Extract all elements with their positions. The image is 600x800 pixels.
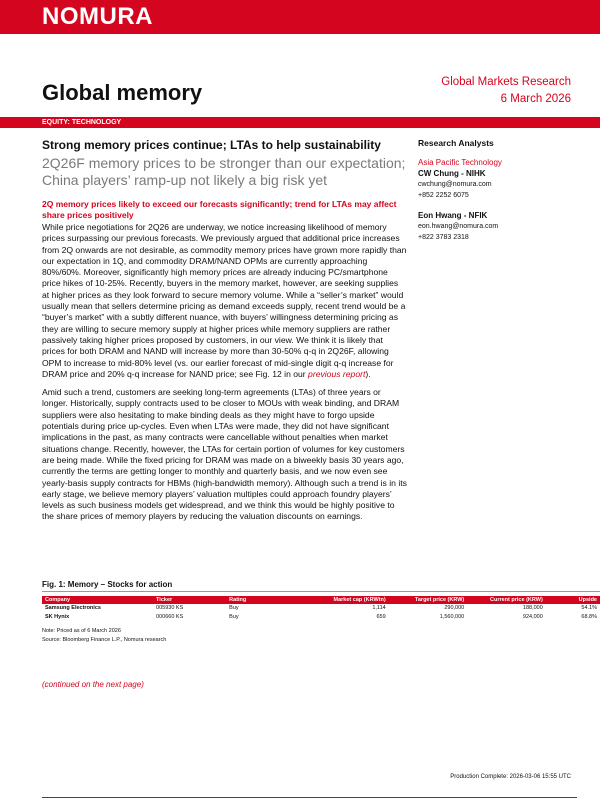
col-ticker: Ticker [153,596,226,604]
analyst-name: CW Chung - NIHK [418,169,486,178]
cell-current-price: 188,000 [522,605,543,611]
analyst-phone: +822 3783 2318 [418,234,469,241]
cell-market-cap: 1,114 [372,605,386,611]
top-brand-bar [0,0,600,34]
bottom-rule [42,797,577,798]
cell-market-cap: 659 [376,614,386,620]
paragraph-1-text: While price negotiations for 2Q26 are underway, we notice increasing likelihood of memory prices surpassing our previous forecasts. We previously argued that additional price increases from 2Q onwards are not desirable, as commodity memory prices have grown more rapidly than our expectation in 1Q, and commodity DRAM/NAND OPMs are currently approaching 80%/60%. Moreover, significantly high memory prices are already inducing PC/smartphone price hikes of 10-25%. Recently, buyers in the memory market, however, are seeking supplies at higher prices as they look forward to secure memory volume. While a “seller’s market” would usually mean that sellers determine pricing as demand exceeds supply, recent trend would be a “buyer’s market” with a subtly different nuance, with buyers’ willingness determining pricing as they are willing to secure memory supply at higher prices while memory suppliers are rather passively taking higher prices proposed by customers, in our view. We think it is likely that prices for both DRAM and NAND will increase by more than 30-50% q-q in 2Q26F, allowing OPM to increase to mid-80% level (vs. our earlier forecast of mid-single digit q-q increase for DRAM price and 20% q-q increase for NAND price; see Fig. 12 in our [42,222,407,379]
nomura-logo: NOMURA [42,3,153,30]
cell-company: SK Hynix [45,614,70,620]
cell-ticker: 005930 KS [156,605,184,611]
cell-ticker: 000660 KS [156,614,184,620]
col-current-price: Current price (KRW) [467,596,546,604]
figure-rule [42,591,600,592]
paragraph-2: Amid such a trend, customers are seeking long-term agreements (LTAs) of three years or longer. Historically, supply contracts used to be closer to MOUs with weak binding, and DRAM suppliers were also hesitating to make binding deals as they might have to forgo upside potentials during price up-cycles. Even when LTAs were made, they did not have significant implications in the past, as many contracts were cancellable without penalties when market situations change. Recently, however, the LTAs for certain portion of volumes for key customers are being made. While the fixed pricing for DRAM was made on a biweekly basis 30 years ago, currently the terms are getting longer to monthly and quarterly basis, and we now even see yearly-basis supply contracts for HBMs (high-bandwidth memory). Although such a trend is in its early stage, we believe memory players’ valuation multiples could approach foundry players’ levels as such business models get widespread, and we think this would be highly positive to the share prices of memory players by reducing the valuation discounts on earnings. [42,387,407,522]
section-heading: 2Q memory prices likely to exceed our forecasts significantly; trend for LTAs may affect share prices positively [42,199,397,220]
cell-target-price: 1,560,000 [439,614,465,620]
col-upside: Upside [546,596,600,604]
cell-company: Samsung Electronics [45,605,101,611]
production-stamp: Production Complete: 2026-03-06 15:55 UTC [450,774,571,780]
report-title: Global memory [42,80,203,105]
division-label: Global Markets Research [441,76,571,88]
equity-label: EQUITY: TECHNOLOGY [42,119,122,126]
table-row [42,604,600,613]
subheadline: 2Q26F memory prices to be stronger than our expectation; China players’ ramp-up not likely a big risk yet [42,155,406,188]
figure-title: Fig. 1: Memory – Stocks for action [42,580,173,589]
analyst-email[interactable]: eon.hwang@nomura.com [418,223,499,230]
analyst-email[interactable]: cwchung@nomura.com [418,181,492,188]
stocks-table [42,596,600,622]
previous-report-link[interactable]: previous report [308,368,366,379]
continued-note: (continued on the next page) [42,680,144,689]
col-market-cap: Market cap (KRWtn) [313,596,389,604]
cell-upside: 68.8% [581,614,597,620]
analyst-phone: +852 2252 6075 [418,192,469,199]
analysts-team: Asia Pacific Technology [418,158,502,167]
headline: Strong memory prices continue; LTAs to help sustainability [42,138,381,152]
publication-date: 6 March 2026 [500,93,571,105]
figure-note: Note: Priced as of 6 March 2026 [42,628,121,634]
cell-rating: Buy [229,605,239,611]
sidebar [418,138,578,244]
table-header-row [42,596,600,604]
figure-1 [42,580,600,644]
col-rating: Rating [226,596,313,604]
paragraph-1-end: ). [365,368,371,379]
main-column [42,138,407,530]
cell-upside: 54.1% [581,605,597,611]
cell-current-price: 924,000 [522,614,543,620]
col-company: Company [42,596,153,604]
cell-rating: Buy [229,614,239,620]
figure-source: Source: Bloomberg Finance L.P., Nomura research [42,637,167,643]
table-row [42,613,600,622]
cell-target-price: 290,000 [444,605,465,611]
paragraph-1 [42,222,407,380]
col-target-price: Target price (KRW) [389,596,468,604]
analyst-name: Eon Hwang - NFIK [418,211,488,220]
analysts-title: Research Analysts [418,138,494,148]
